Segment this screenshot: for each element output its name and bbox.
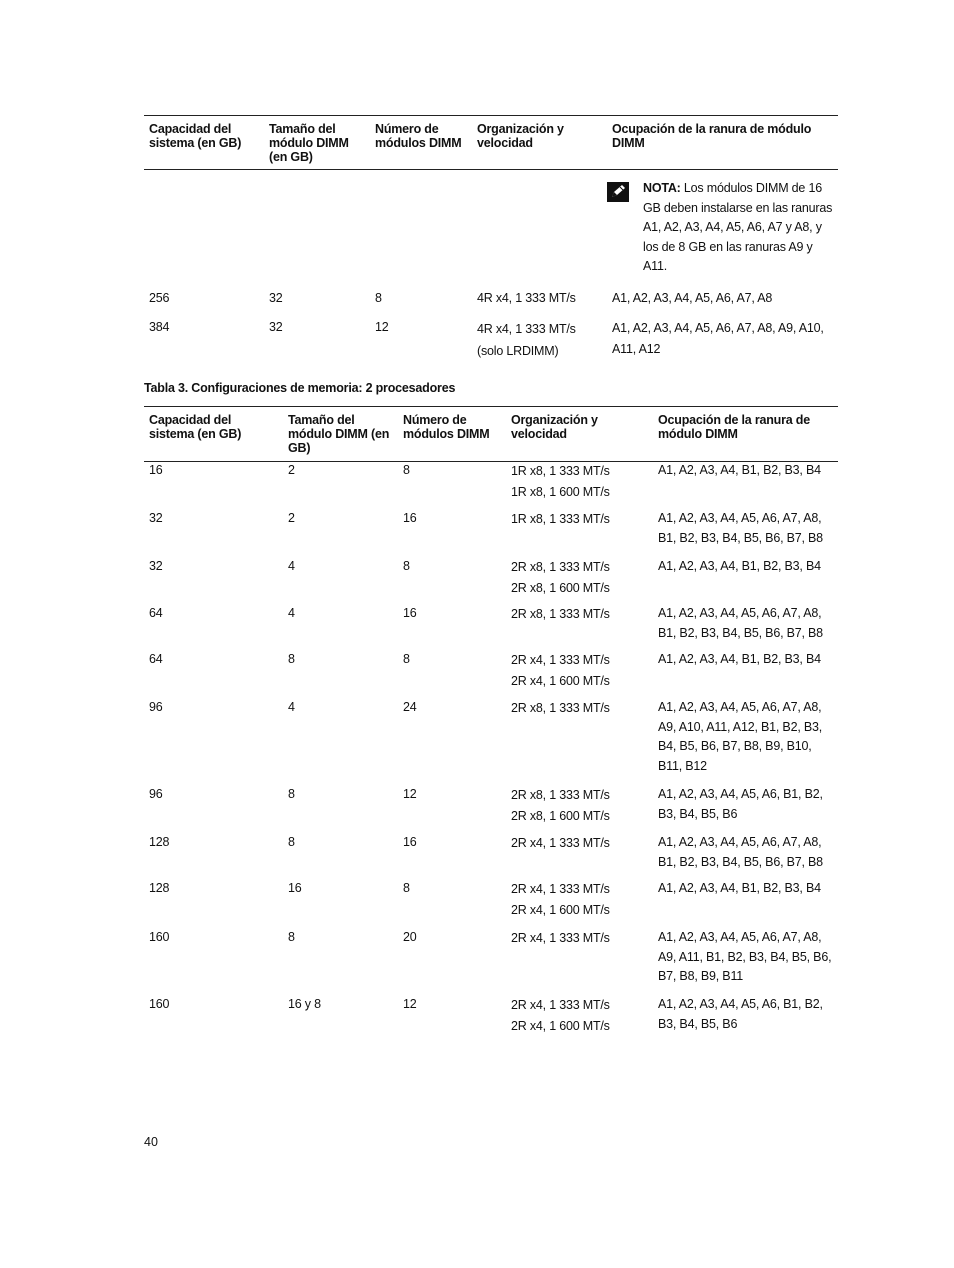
t2-row7-organization: 2R x8, 1 333 MT/s 2R x8, 1 600 MT/s <box>511 788 610 823</box>
t2-row3-capacity: 32 <box>149 559 163 573</box>
t2-row8-organization: 2R x4, 1 333 MT/s <box>511 836 610 850</box>
t2-row8-capacity: 128 <box>149 835 170 849</box>
t2-row8-count: 16 <box>403 835 417 849</box>
header-slot-occupancy: Ocupación de la ranura de módulo DIMM <box>612 122 812 150</box>
t2-row6-organization: 2R x8, 1 333 MT/s <box>511 701 610 715</box>
t2-row9-slots: A1, A2, A3, A4, B1, B2, B3, B4 <box>658 881 821 895</box>
t2-row11-organization: 2R x4, 1 333 MT/s 2R x4, 1 600 MT/s <box>511 998 610 1033</box>
t2-row4-slots: A1, A2, A3, A4, A5, A6, A7, A8, B1, B2, B3, B4, B5, B6, B7, B8 <box>658 606 823 640</box>
t2-row3-slots: A1, A2, A3, A4, B1, B2, B3, B4 <box>658 559 821 573</box>
t2-row9-organization: 2R x4, 1 333 MT/s 2R x4, 1 600 MT/s <box>511 882 610 917</box>
t2-row2-count: 16 <box>403 511 417 525</box>
t2-row6-capacity: 96 <box>149 700 163 714</box>
t2-row4-organization: 2R x8, 1 333 MT/s <box>511 607 610 621</box>
t2-row3-organization: 2R x8, 1 333 MT/s 2R x8, 1 600 MT/s <box>511 560 610 595</box>
t1-row2-count: 12 <box>375 320 389 334</box>
table-top-rule <box>144 115 838 116</box>
t2-row5-size: 8 <box>288 652 295 666</box>
table-caption: Tabla 3. Configuraciones de memoria: 2 procesadores <box>144 381 456 395</box>
t2-row6-size: 4 <box>288 700 295 714</box>
t2-row5-count: 8 <box>403 652 410 666</box>
t2-row2-organization: 1R x8, 1 333 MT/s <box>511 512 610 526</box>
t2-row11-slots: A1, A2, A3, A4, A5, A6, B1, B2, B3, B4, B5, B6 <box>658 997 823 1031</box>
note-body: Los módulos DIMM de 16 GB deben instalarse en las ranuras A1, A2, A3, A4, A5, A6, A7 y A8, y los de 8 GB en las ranuras A9 y A11. <box>643 181 833 273</box>
t2-row8-size: 8 <box>288 835 295 849</box>
t2-row10-organization: 2R x4, 1 333 MT/s <box>511 931 610 945</box>
header-dimm-size: Tamaño del módulo DIMM (en GB) <box>269 122 349 164</box>
t1-row1-slots: A1, A2, A3, A4, A5, A6, A7, A8 <box>612 291 773 305</box>
t2-row4-capacity: 64 <box>149 606 163 620</box>
t2-header-dimm-size: Tamaño del módulo DIMM (en GB) <box>288 413 390 455</box>
t1-row1-organization: 4R x4, 1 333 MT/s <box>477 291 576 305</box>
t2-row10-slots: A1, A2, A3, A4, A5, A6, A7, A8, A9, A11, B1, B2, B3, B4, B5, B6, B7, B8, B9, B11 <box>658 930 832 983</box>
t2-row5-capacity: 64 <box>149 652 163 666</box>
t2-row5-organization: 2R x4, 1 333 MT/s 2R x4, 1 600 MT/s <box>511 653 610 688</box>
t1-row1-capacity: 256 <box>149 291 170 305</box>
t2-row4-size: 4 <box>288 606 295 620</box>
t2-row2-slots: A1, A2, A3, A4, A5, A6, A7, A8, B1, B2, B3, B4, B5, B6, B7, B8 <box>658 511 823 545</box>
t1-row2-organization: 4R x4, 1 333 MT/s (solo LRDIMM) <box>477 322 576 358</box>
table2-top-rule <box>144 406 838 407</box>
t2-row7-slots: A1, A2, A3, A4, A5, A6, B1, B2, B3, B4, B5, B6 <box>658 787 823 821</box>
t2-header-capacity: Capacidad del sistema (en GB) <box>149 413 242 441</box>
t2-row9-count: 8 <box>403 881 410 895</box>
header-bottom-rule <box>144 169 838 170</box>
t2-row7-size: 8 <box>288 787 295 801</box>
t1-row1-size: 32 <box>269 291 283 305</box>
t1-row1-count: 8 <box>375 291 382 305</box>
t1-row2-slots: A1, A2, A3, A4, A5, A6, A7, A8, A9, A10, A11, A12 <box>612 321 824 356</box>
t2-row8-slots: A1, A2, A3, A4, A5, A6, A7, A8, B1, B2, B3, B4, B5, B6, B7, B8 <box>658 835 823 869</box>
header-dimm-count: Número de módulos DIMM <box>375 122 462 150</box>
t2-row1-organization: 1R x8, 1 333 MT/s 1R x8, 1 600 MT/s <box>511 464 610 499</box>
t2-row1-slots: A1, A2, A3, A4, B1, B2, B3, B4 <box>658 463 821 477</box>
t2-row11-count: 12 <box>403 997 417 1011</box>
t2-row3-size: 4 <box>288 559 295 573</box>
t1-row2-capacity: 384 <box>149 320 170 334</box>
t2-row5-slots: A1, A2, A3, A4, B1, B2, B3, B4 <box>658 652 821 666</box>
t1-row2-size: 32 <box>269 320 283 334</box>
t2-row11-size: 16 y 8 <box>288 997 321 1011</box>
t2-header-organization: Organización y velocidad <box>511 413 598 441</box>
t2-row4-count: 16 <box>403 606 417 620</box>
t2-row3-count: 8 <box>403 559 410 573</box>
t2-row10-size: 8 <box>288 930 295 944</box>
t2-header-dimm-count: Número de módulos DIMM <box>403 413 490 441</box>
t2-row1-size: 2 <box>288 463 295 477</box>
note-pencil-icon <box>607 182 629 202</box>
t2-row11-capacity: 160 <box>149 997 170 1011</box>
t2-row6-count: 24 <box>403 700 417 714</box>
t2-header-slot-occupancy: Ocupación de la ranura de módulo DIMM <box>658 413 810 441</box>
t2-row7-capacity: 96 <box>149 787 163 801</box>
note-label: NOTA: <box>643 181 681 195</box>
note-text <box>643 179 839 277</box>
t2-row2-capacity: 32 <box>149 511 163 525</box>
t2-row7-count: 12 <box>403 787 417 801</box>
t2-row1-count: 8 <box>403 463 410 477</box>
t2-row2-size: 2 <box>288 511 295 525</box>
header-organization: Organización y velocidad <box>477 122 564 150</box>
t2-row10-capacity: 160 <box>149 930 170 944</box>
t2-row9-capacity: 128 <box>149 881 170 895</box>
t2-row6-slots: A1, A2, A3, A4, A5, A6, A7, A8, A9, A10, A11, A12, B1, B2, B3, B4, B5, B6, B7, B8, B9, B10, B11, B12 <box>658 700 823 773</box>
page-number: 40 <box>144 1135 158 1149</box>
t2-row9-size: 16 <box>288 881 302 895</box>
t2-row10-count: 20 <box>403 930 417 944</box>
t2-row1-capacity: 16 <box>149 463 163 477</box>
header-capacity: Capacidad del sistema (en GB) <box>149 122 242 150</box>
